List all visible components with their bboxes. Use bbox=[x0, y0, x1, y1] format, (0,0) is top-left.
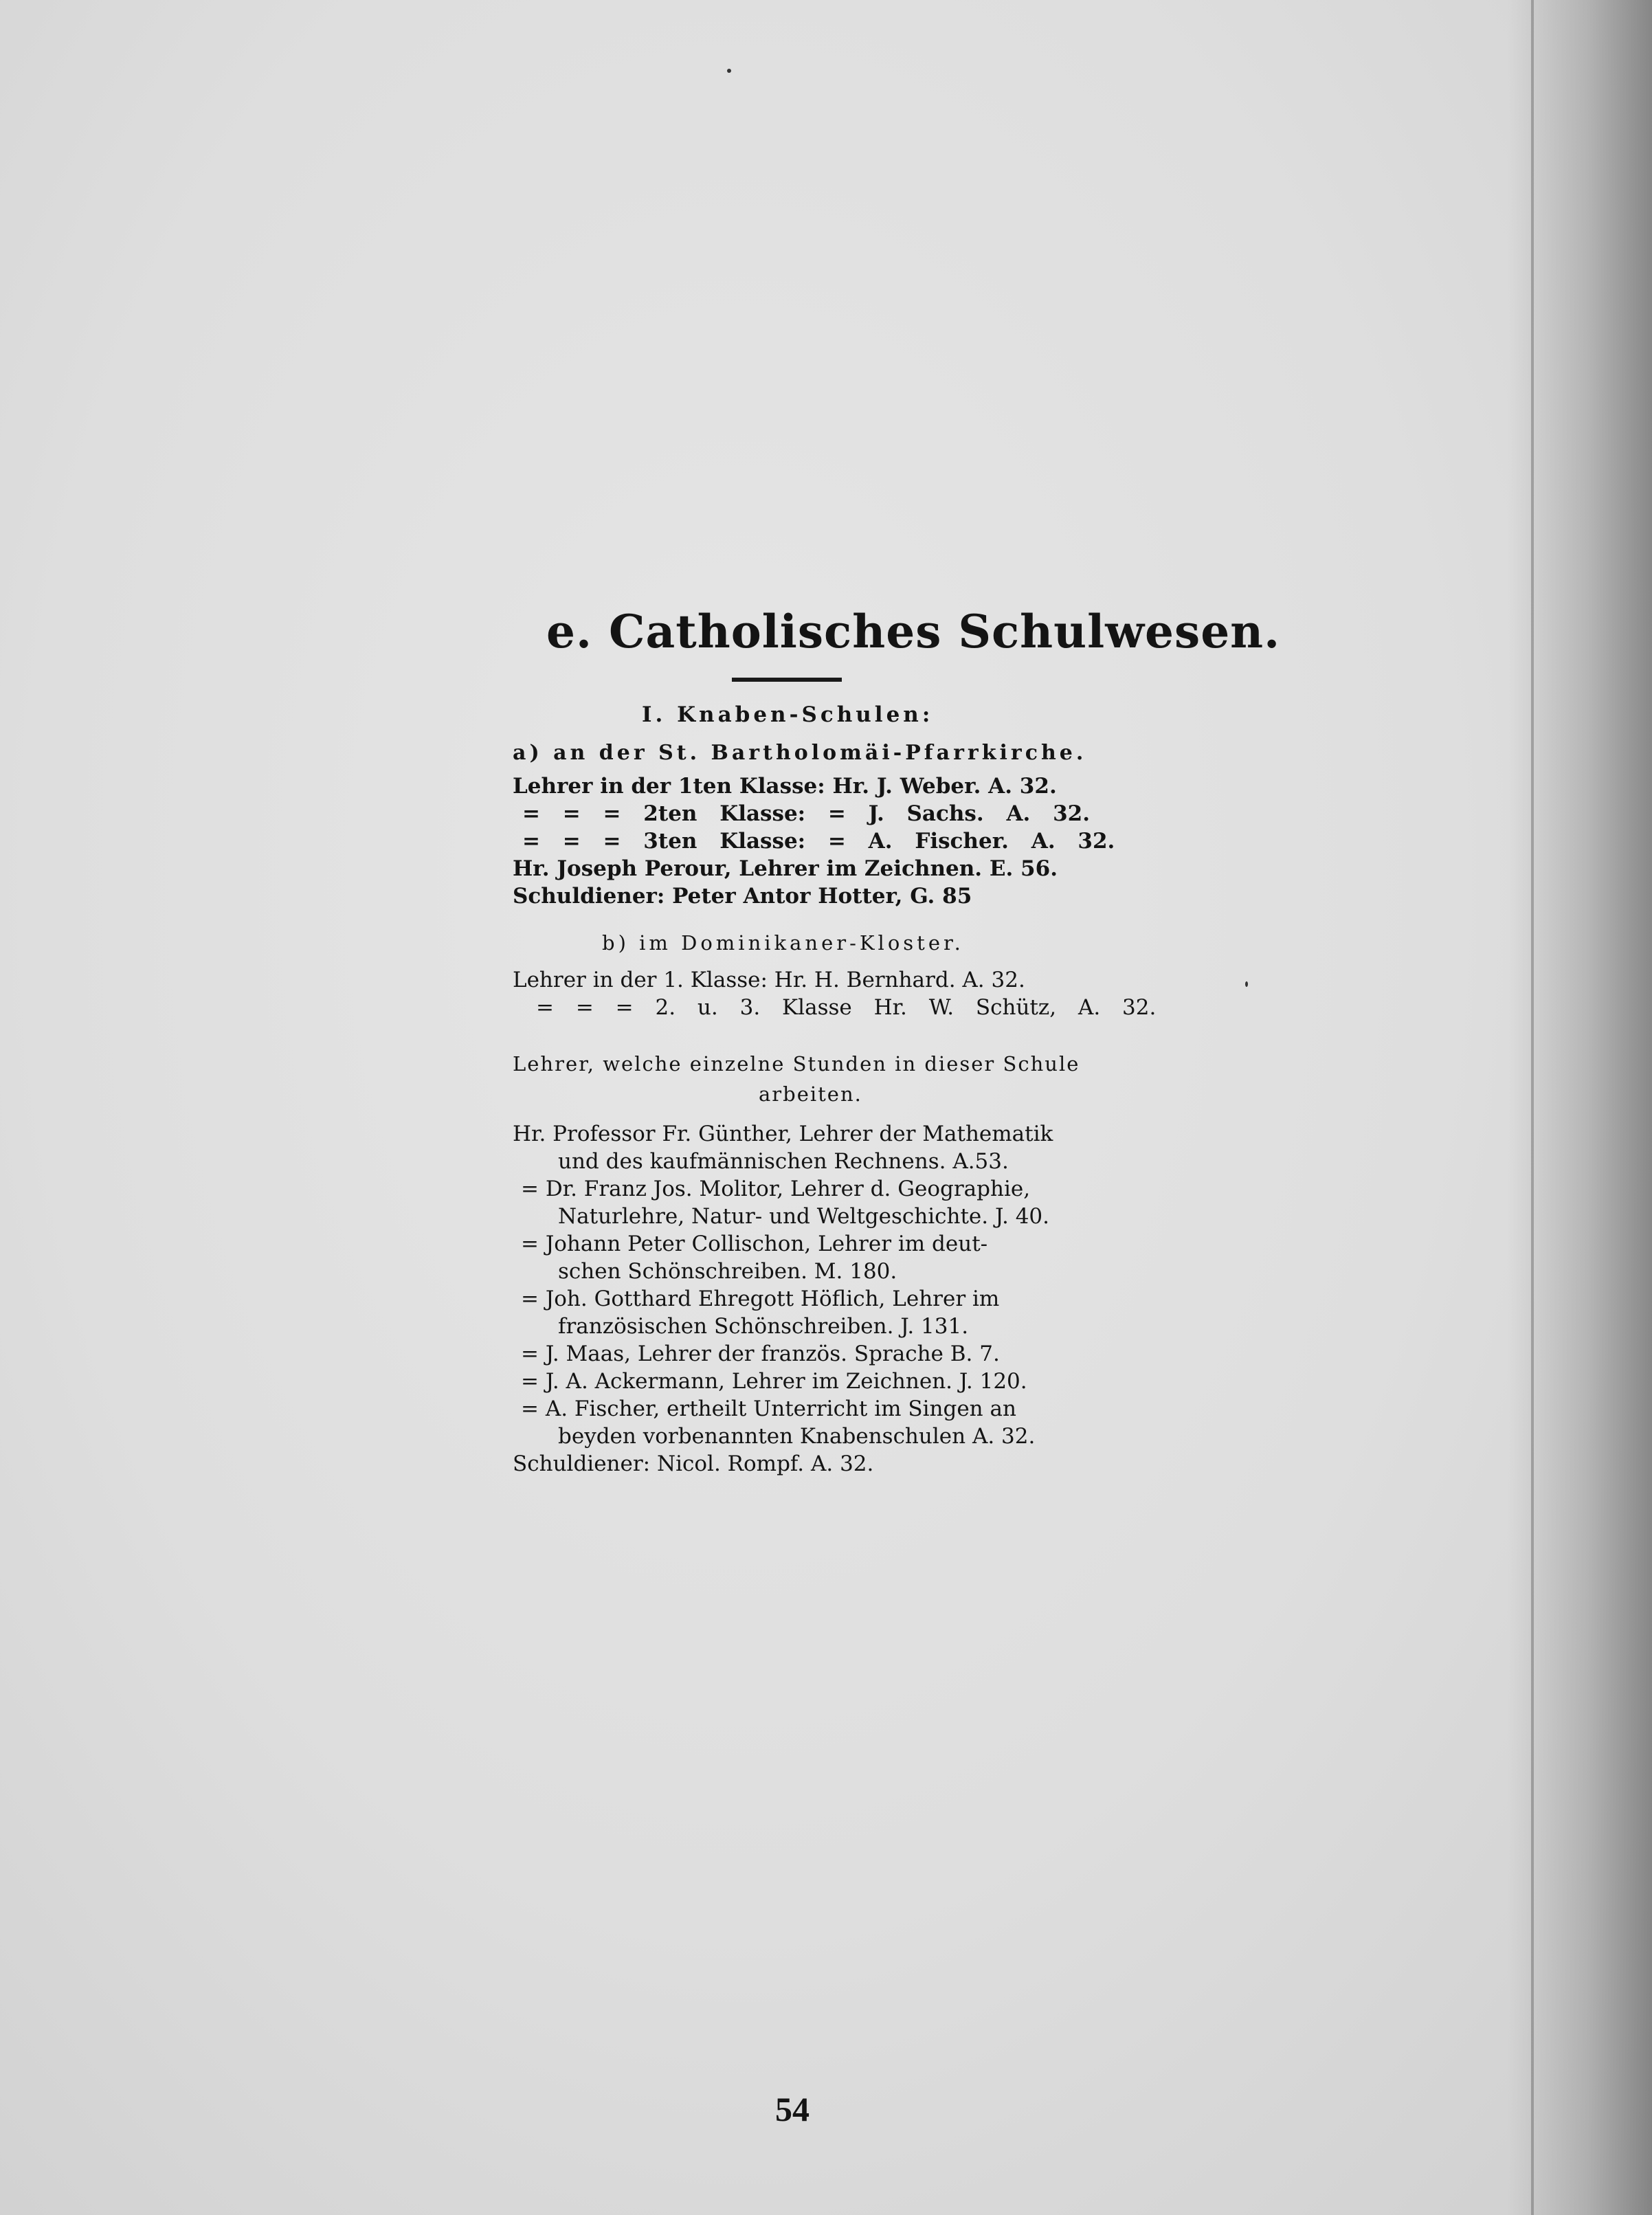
section-title: I. Knaben-Schulen: bbox=[642, 702, 934, 727]
school-servant-line: Schuldiener: Nicol. Rompf. A. 32. bbox=[513, 1451, 874, 1476]
teacher-entry: Hr. Professor Fr. Günther, Lehrer der Mathematik bbox=[513, 1122, 1053, 1146]
page-heading: e. Catholisches Schulwesen. bbox=[546, 605, 1281, 658]
teacher-entry: = J. A. Ackermann, Lehrer im Zeichnen. J. 120. bbox=[521, 1369, 1027, 1394]
teachers-heading: arbeiten. bbox=[759, 1082, 862, 1106]
dust-speck bbox=[727, 69, 731, 73]
teacher-line: Lehrer in der 1. Klasse: Hr. H. Bernhard. A. 32. bbox=[513, 968, 1025, 992]
teacher-entry: Naturlehre, Natur- und Weltgeschichte. J. 40. bbox=[558, 1204, 1050, 1229]
teacher-entry: = J. Maas, Lehrer der französ. Sprache B. 7. bbox=[521, 1342, 1000, 1366]
subsection-a-title: a) an der St. Bartholomäi-Pfarrkirche. bbox=[513, 741, 1087, 765]
teacher-entry: französischen Schönschreiben. J. 131. bbox=[558, 1314, 969, 1339]
teacher-entry: = A. Fischer, ertheilt Unterricht im Singen an bbox=[521, 1396, 1016, 1421]
school-servant-line: Schuldiener: Peter Antor Hotter, G. 85 bbox=[513, 884, 972, 909]
teacher-line: Hr. Joseph Perour, Lehrer im Zeichnen. E. 56. bbox=[513, 856, 1058, 881]
teacher-entry: = Joh. Gotthard Ehregott Höflich, Lehrer im bbox=[521, 1287, 1000, 1311]
teacher-entry: beyden vorbenannten Knabenschulen A. 32. bbox=[558, 1424, 1036, 1449]
teacher-entry: schen Schönschreiben. M. 180. bbox=[558, 1259, 897, 1284]
teacher-line: = = = 2. u. 3. Klasse Hr. W. Schütz, A. 32. bbox=[536, 995, 1157, 1020]
teacher-line: = = = 2ten Klasse: = J. Sachs. A. 32. bbox=[522, 801, 1091, 826]
teacher-line: Lehrer in der 1ten Klasse: Hr. J. Weber. A. 32. bbox=[513, 774, 1057, 799]
page-fold-line bbox=[1531, 0, 1534, 2215]
teacher-entry: und des kaufmännischen Rechnens. A.53. bbox=[558, 1149, 1009, 1174]
heading-rule bbox=[732, 678, 842, 682]
teacher-entry: = Dr. Franz Jos. Molitor, Lehrer d. Geographie, bbox=[521, 1177, 1031, 1201]
teacher-entry: = Johann Peter Collischon, Lehrer im deut- bbox=[521, 1232, 988, 1256]
teacher-line: = = = 3ten Klasse: = A. Fischer. A. 32. bbox=[522, 829, 1115, 854]
page-number: 54 bbox=[775, 2090, 810, 2128]
dust-speck bbox=[1245, 981, 1248, 987]
page-edge-shadow bbox=[1508, 0, 1652, 2215]
subsection-b-title: b) im Dominikaner-Kloster. bbox=[602, 931, 964, 955]
teachers-heading: Lehrer, welche einzelne Stunden in dieser Schule bbox=[513, 1052, 1080, 1076]
